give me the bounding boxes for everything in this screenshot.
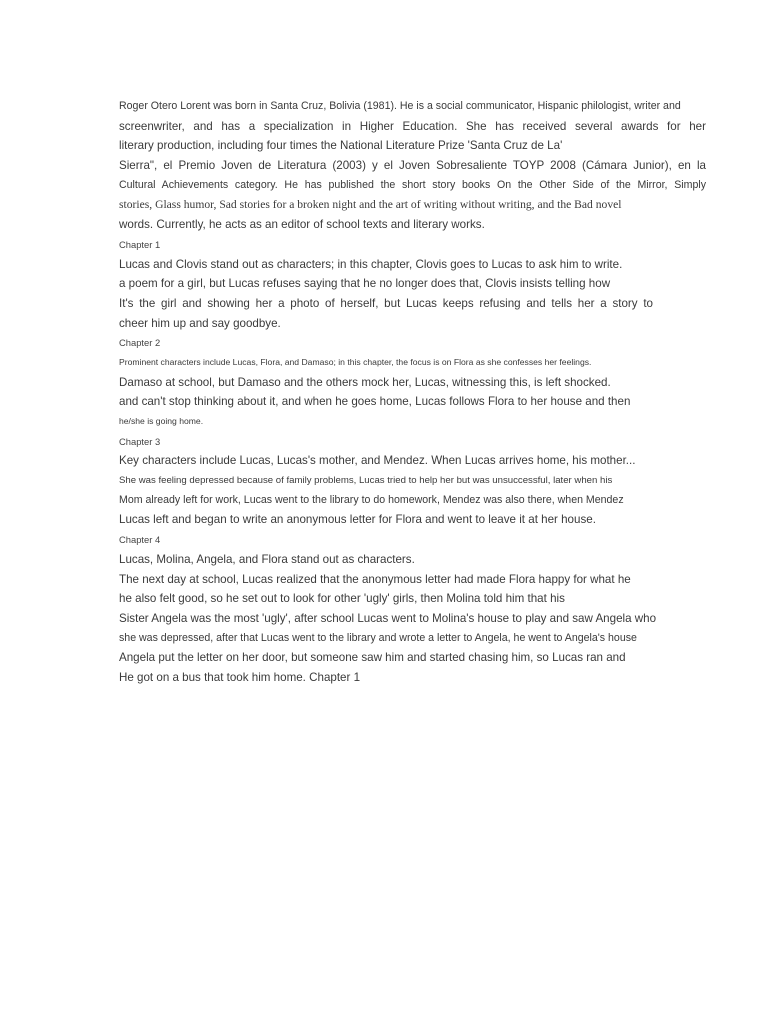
chapter-1-section <box>119 235 706 333</box>
chapter-line: he/she is going home. <box>119 416 204 426</box>
chapter-2-section <box>119 333 706 431</box>
intro-line: stories, Glass humor, Sad stories for a broken night and the art of writing without writing, and the Bad novel <box>119 198 622 212</box>
intro-line: Sierra", el Premio Joven de Literatura (2003) y el Joven Sobresaliente TOYP 2008 (Cámara Junior), en la <box>119 159 706 173</box>
chapter-line: Lucas and Clovis stand out as characters; in this chapter, Clovis goes to Lucas to ask him to write. <box>119 257 623 271</box>
chapter-line: and can't stop thinking about it, and when he goes home, Lucas follows Flora to her house and then <box>119 395 631 409</box>
intro-line: Cultural Achievements category. He has published the short story books On the Other Side of the Mirror, Simply <box>119 178 706 191</box>
chapter-line: She was feeling depressed because of family problems, Lucas tried to help her but was unsuccessful, later when his <box>119 475 613 487</box>
chapter-4-section <box>119 530 706 688</box>
chapter-line: Mom already left for work, Lucas went to the library to do homework, Mendez was also there, when Mendez <box>119 493 624 506</box>
chapter-heading: Chapter 4 <box>119 534 161 546</box>
chapter-line: Damaso at school, but Damaso and the others mock her, Lucas, witnessing this, is left shocked. <box>119 375 611 389</box>
chapter-3-section <box>119 432 706 530</box>
chapter-line: Lucas left and began to write an anonymous letter for Flora and went to leave it at her house. <box>119 513 596 527</box>
chapter-line: Prominent characters include Lucas, Flora, and Damaso; in this chapter, the focus is on Flora as she confesses her feelings. <box>119 356 592 367</box>
chapter-line: cheer him up and say goodbye. <box>119 316 281 330</box>
chapter-line: The next day at school, Lucas realized that the anonymous letter had made Flora happy for what he <box>119 572 631 586</box>
intro-paragraph <box>119 97 706 235</box>
chapter-line: Sister Angela was the most 'ugly', after school Lucas went to Molina's house to play and saw Angela who <box>119 611 657 625</box>
chapter-line: a poem for a girl, but Lucas refuses saying that he no longer does that, Clovis insists telling how <box>119 277 611 291</box>
intro-line: screenwriter, and has a specialization in Higher Education. She has received several awards for her <box>119 119 706 133</box>
chapter-line: It's the girl and showing her a photo of herself, but Lucas keeps refusing and tells her a story to <box>119 296 653 310</box>
chapter-line: Angela put the letter on her door, but someone saw him and started chasing him, so Lucas ran and <box>119 651 626 665</box>
chapter-line: Key characters include Lucas, Lucas's mother, and Mendez. When Lucas arrives home, his mother... <box>119 454 636 468</box>
chapter-line: He got on a bus that took him home. Chapter 1 <box>119 670 361 684</box>
document-body <box>119 97 706 688</box>
intro-line: Roger Otero Lorent was born in Santa Cruz, Bolivia (1981). He is a social communicator, Hispanic philologist, writer and <box>119 100 681 112</box>
chapter-line: Lucas, Molina, Angela, and Flora stand out as characters. <box>119 552 415 566</box>
chapter-line: she was depressed, after that Lucas went to the library and wrote a letter to Angela, he went to Angela's house <box>119 631 637 644</box>
chapter-heading: Chapter 3 <box>119 435 161 447</box>
chapter-heading: Chapter 1 <box>119 238 161 250</box>
intro-line: words. Currently, he acts as an editor of school texts and literary works. <box>119 218 485 232</box>
intro-line: literary production, including four times the National Literature Prize 'Santa Cruz de La' <box>119 139 563 153</box>
chapter-heading: Chapter 2 <box>119 337 161 349</box>
chapter-line: he also felt good, so he set out to look for other 'ugly' girls, then Molina told him that his <box>119 592 565 606</box>
